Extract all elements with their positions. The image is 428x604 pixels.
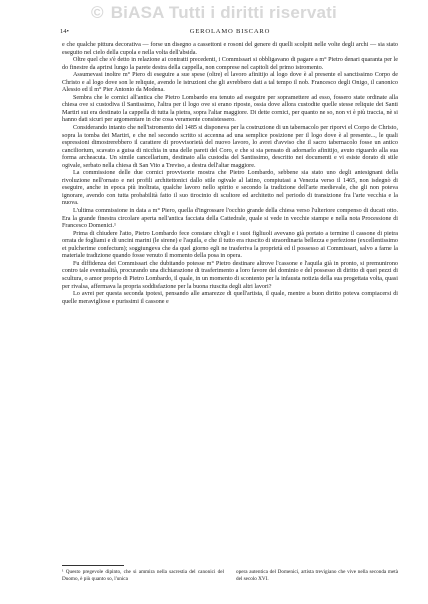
paragraph: Sembra che le cornici all'antica che Pietro Lombardo era tenuto ad eseguire per sopramettere ad esso, fossero state ordinate alla chiesa ove si custodiva il Santissimo, l'altra per il logo ove si erano riposte, ossia dove allora custodite quelle stesse reliquie dei Santi Martiri sui era destinato la cappella di tutta la pietra, sopra l'altar maggiore. Di dette cornici, per quanto ne so, non vi è più traccia, nè si hanno dati sicuri per argomentare in che cosa veramente consistessero.: [62, 94, 398, 124]
body-text: [62, 42, 398, 306]
paragraph: La commissione delle due cornici provvisorie mostra che Pietro Lombardo, sebbene sia stato uno degli antesignani della rivoluzione nell'ornato e nei profili architettonici dallo stile ogivale al latino, compiutasi a Venezia verso il 1465, non isdegnò di eseguire, anche in epoca più inoltrata, qualche lavoro nello spirito e secondo la tradizione dell'arte medievale, che gli non poteva ignorare, avendo con tutta probabilità fatto il suo tirocinio di scultore ed architetto nel periodo di transizione fra l'arte vecchia e la nuova.: [62, 170, 398, 207]
paragraph: Lo avrei per questa seconda ipotesi, pensando alle amarezze di quell'artista, il quale, mentre a buon diritto poteva compiacersi di quelle meravigliose e purissimi il cassone e: [62, 291, 398, 305]
page-number: 14•: [60, 28, 69, 35]
paragraph: Assumevasi inoltre m° Piero di eseguire a sue spese (oltre) el lavoro afinitijo al logo dove è al presente el sanctissimo Corpo de Christo e al logo dove son le reliquie, avendo le istruzioni che gli avrebbero dati a tal tempo il nob. Francesco degli Onigo, il canonico Alessio ed il m° Pier Antonio da Modena.: [62, 72, 398, 94]
paragraph: Considerando intanto che nell'istromento del 1485 si disponeva per la costruzione di un tabernacolo per riporvi el Corpo de Christo, sopra la tomba dei Martiri, e che nel secondo scritto si accenna ad una semplice posizione per il logo dove è al presente..., le quali espressioni dimostrerebbero il carattere di provvisorietà del nuovo lavoro, lo avrei d'avviso che il sacro tabernacolo fosse un antico canciliorium, scavato a guisa di nicchia in una delle pareti del Coro, e che si sia pensato di adornarlo afinitijo, avuto riguardo alla sua forma archeacuta. Un simile cancellarium, destinato alla custodia del Santissimo, descritto nei documenti e vi esiste dorato di stile ogivale, serbato nella chiesa di San Vito a Treviso, a destra dell'altar maggiore.: [62, 125, 398, 169]
footnote-rule: [62, 565, 124, 566]
watermark-text: BiASA Tutti i diritti riservati: [110, 3, 337, 22]
paragraph: Fu diffidenza dei Commissari che dubitando potesse m° Pietro destinare altrove l'cassone e l'aquila già in pronto, si premunirono contro tale eventualità, procurando una dichiarazione di trasferimento a loro favore del dominio e del possesso di diritto di quei pezzi di scultura, o amor proprio di Pietro Lombardo, il quale, in un momento di scontento per la infausta notizia della sua progettata volta, quasi per rivalsa, affermava la propria soddisfazione per la buona riuscita degli altri lavori?: [62, 260, 398, 290]
running-title: GEROLAMO BISCARO: [189, 28, 271, 35]
paragraph: e che qualche pittura decorativa — forse un disegno a cassettoni e rosoni del genere di quelli scolpiti nelle volte degli archi — sia stato eseguito nel cielo della cupola e nella volta dell'absida.: [62, 42, 398, 56]
copyright-icon: ©: [91, 3, 104, 22]
footnote-left: ¹ Questo pregevole dipinto, che si ammira nella sacrestia del canonici del Duomo, è più quanto so, l'unica: [62, 569, 224, 582]
paragraph: Prima di chiudere l'atto, Pietro Lombardo fece constare ch'egli e i suoi figliuoli avevano già portato a termine il cassone di pietra orrata de fogliami e di uncini marini (le sirene) e l'aquila, e che il tutto era riuscito di straordinaria bellezza e perfezione (excellentissimo et pulcherime confectum); soggiungeva che da quel giorno egli ne trasferiva la proprietà ed il possesso ai Commissari, salvo a farne la materiale tradizione quando fosse venuto il momento della posa in opera.: [62, 230, 398, 260]
watermark: [0, 3, 428, 23]
footnote-right: opera autentica del Domenici, artista trevigiano che vive nella seconda metà del secolo XVI.: [236, 569, 398, 582]
page-header: [60, 28, 400, 40]
paragraph: L'ultima commissione in data a m° Piero, quella d'ingrossare l'occhio grande della chiesa verso l'ulteriore compenso di ducati otto. Era la grande finestra circolare aperta nell'antica facciata della Cattedrale, quale si vede in vecchie stampe e nella nota Processione di Francesco Domenici.¹: [62, 208, 398, 230]
paragraph: Oltre quel che s'è detto in relazione ai contratti precedenti, i Commissari si obbligavano di pagare a m° Pietro denari quaranta per le do finestre da aprirsi lungo la parete destra della cappella, non comprese nel capitoli del primo istromento.: [62, 57, 398, 71]
